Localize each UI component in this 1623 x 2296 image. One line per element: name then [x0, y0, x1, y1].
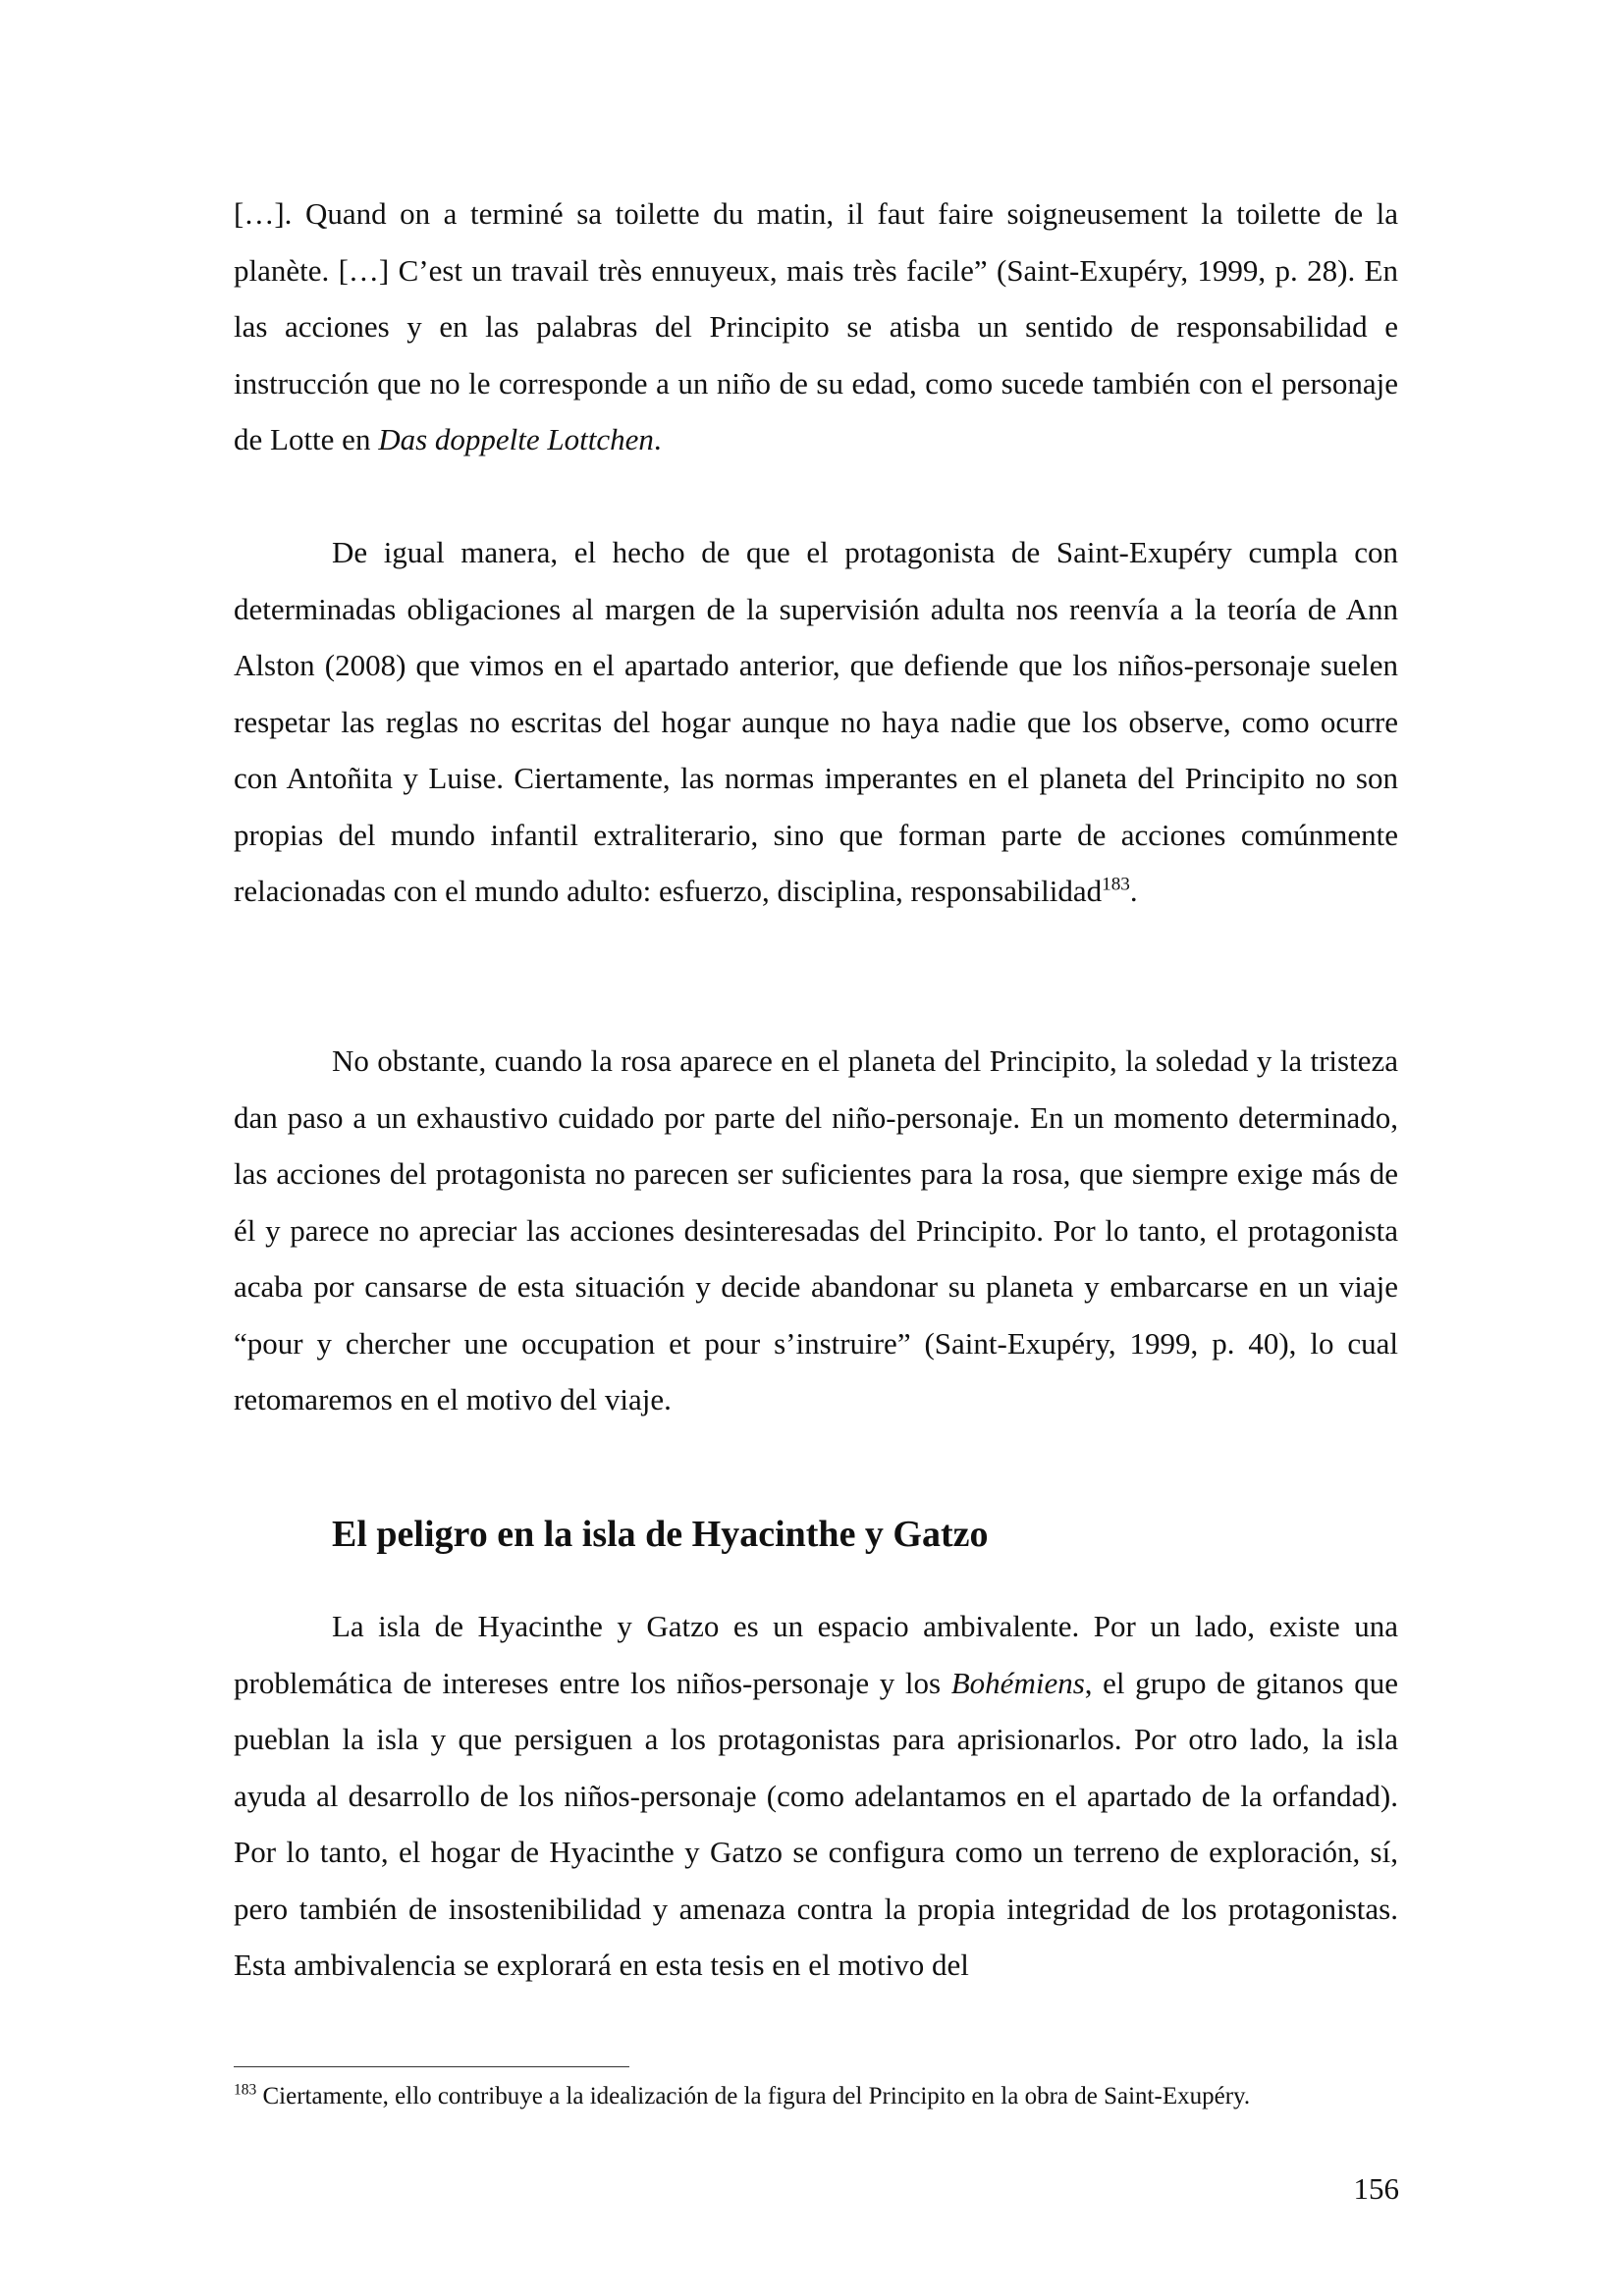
page-number: 156 [1353, 2171, 1399, 2206]
paragraph-2 [234, 524, 1398, 920]
paragraph-4-end: , el grupo de gitanos que pueblan la isla y que persiguen a los protagonistas para aprisionarlos. Por otro lado, la isla ayuda al desarrollo de los niños-personaje (como adelantamos en el apartado de la orfandad). Por lo tanto, el hogar de Hyacinthe y Gatzo se configura como un terreno de exploración, sí, pero también de insostenibilidad y amenaza contra la propia integridad de los protagonistas. Esta ambivalencia se explorará en esta tesis en el motivo del [234, 1665, 1398, 1982]
section-heading: El peligro en la isla de Hyacinthe y Gatzo [332, 1514, 989, 1555]
paragraph-1 [234, 186, 1398, 468]
paragraph-3-text: No obstante, cuando la rosa aparece en el planeta del Principito, la soledad y la tristeza dan paso a un exhaustivo cuidado por parte del niño-personaje. En un momento determinado, las acciones del protagonista no parecen ser suficientes para la rosa, que siempre exige más de él y parece no apreciar las acciones desinteresadas del Principito. Por lo tanto, el protagonista acaba por cansarse de esta situación y decide abandonar su planeta y embarcarse en un viaje “pour y chercher une occupation et pour s’instruire” (Saint-Exupéry, 1999, p. 40), lo cual retomaremos en el motivo del viaje. [234, 1043, 1398, 1416]
footnote-reference-183[interactable]: 183 [1102, 874, 1130, 895]
paragraph-4 [234, 1598, 1398, 1994]
paragraph-1-text: […]. Quand on a terminé sa toilette du matin, il faut faire soigneusement la toilette de la planète. […] C’est un travail très ennuyeux, mais très facile” (Saint-Exupéry, 1999, p. 28). En las acciones y en las palabras del Principito se atisba un sentido de responsabilidad e instrucción que no le corresponde a un niño de su edad, como sucede también con el personaje de Lotte en [234, 196, 1398, 456]
paragraph-2-text: De igual manera, el hecho de que el protagonista de Saint-Exupéry cumpla con determinadas obligaciones al margen de la supervisión adulta nos reenvía a la teoría de Ann Alston (2008) que vimos en el apartado anterior, que defiende que los niños-personaje suelen respetar las reglas no escritas del hogar aunque no haya nadie que los observe, como ocurre con Antoñita y Luise. Ciertamente, las normas imperantes en el planeta del Principito no son propias del mundo infantil extraliterario, sino que forman parte de acciones comúnmente relacionadas con el mundo adulto: esfuerzo, disciplina, responsabilidad [234, 535, 1398, 908]
paragraph-4-text: La isla de Hyacinthe y Gatzo es un espacio ambivalente. Por un lado, existe una problemática de intereses entre los niños-personaje y los [234, 1609, 1398, 1700]
footnote-183 [234, 2079, 1398, 2114]
paragraph-1-end: . [653, 422, 662, 456]
footnote-text: Ciertamente, ello contribuye a la idealización de la figura del Principito en la obra de Saint-Exupéry. [256, 2083, 1251, 2109]
term-bohemiens: Bohémiens [950, 1665, 1085, 1700]
paragraph-2-end: . [1129, 874, 1138, 908]
footnote-number: 183 [234, 2081, 257, 2099]
footnote-separator [234, 2066, 629, 2067]
book-title-das-doppelte-lottchen: Das doppelte Lottchen [378, 422, 654, 456]
paragraph-3 [234, 1033, 1398, 1428]
